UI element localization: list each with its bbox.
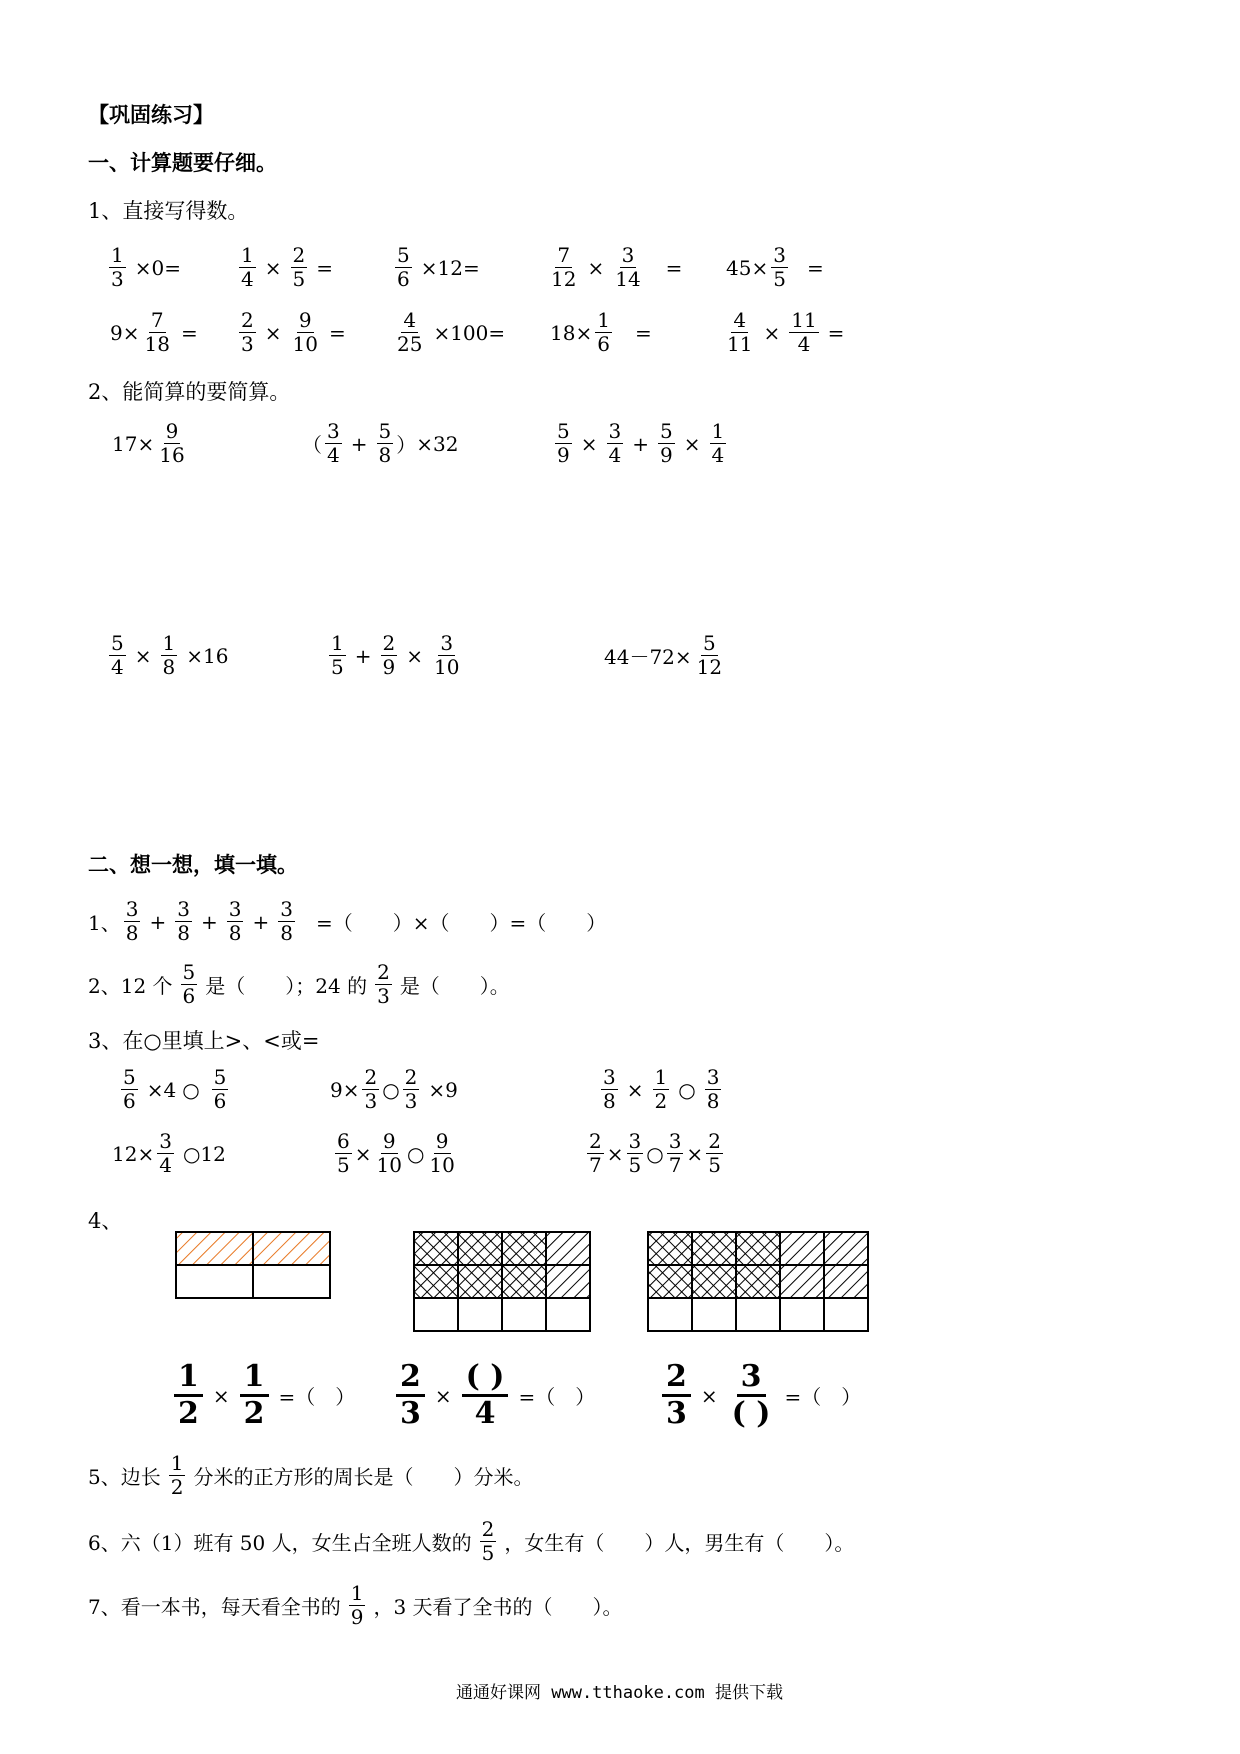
q1-r1-e: 45× $\frac{3}{5}$ = — [726, 243, 824, 291]
diagram-two-thirds — [414, 1232, 590, 1331]
q2-b: （ $\frac{3}{4}$ + $\frac{5}{8}$ ） ×32 — [302, 419, 459, 467]
q2-d: $\frac{5}{4}$ × $\frac{1}{8}$ ×16 — [111, 631, 229, 679]
q1-r2-d: 18× $\frac{1}{6}$ = — [550, 308, 652, 356]
s2-q3-b: 9× $\frac{2}{3}$ ○ $\frac{2}{3}$ ×9 — [330, 1065, 458, 1113]
s2-q2: 2、12 个 $\frac{5}{6}$ 是（ ）；24 的 $\frac{2}{3}$ 是（ ）。 — [88, 960, 510, 1008]
diagram-three-fifths — [648, 1232, 868, 1331]
q2-f: 44－72× $\frac{5}{12}$ — [604, 631, 723, 679]
s2-q6: 6、六（1）班有 50 人，女生占全班人数的 $\frac{2}{5}$ ，女生有（ ）人，男生有（ ）。 — [88, 1517, 855, 1565]
footer: 通通好课网 www.tthaoke.com 提供下载 — [456, 1683, 783, 1703]
q1-r2-a: 9× $\frac{7}{18}$ = — [110, 308, 198, 356]
s2-q4-f1: $\frac{1}{2}$ × $\frac{1}{2}$ =（ ） — [170, 1360, 361, 1431]
diagram-half-of-half — [176, 1232, 330, 1298]
q2-e: $\frac{1}{5}$ + $\frac{2}{9}$ × $\frac{3}{10}$ — [331, 631, 460, 679]
s2-q3-f: $\frac{2}{7}$ × $\frac{3}{5}$ ○ $\frac{3}{7}$ × $\frac{2}{5}$ — [589, 1129, 721, 1177]
q1-label: 1、直接写得数。 — [88, 199, 249, 223]
s2-q3-label: 3、在○里填上>、<或= — [88, 1029, 320, 1053]
q1-r2-b: $\frac{2}{3}$ × $\frac{9}{10}$ = — [241, 308, 346, 356]
section-1-title: 一、计算题要仔细。 — [88, 150, 277, 175]
s2-q5: 5、边长 $\frac{1}{2}$ 分米的正方形的周长是（ ）分米。 — [88, 1451, 534, 1499]
q1-r2-c: $\frac{4}{25}$ ×100= — [397, 308, 506, 356]
s2-q4-f3: $\frac{2}{3}$ × 3 ( ) =（ ） — [658, 1360, 867, 1431]
s2-q4-label: 4、 — [88, 1209, 123, 1233]
q1-r1-d: $\frac{7}{12}$ × $\frac{3}{14}$ = — [551, 243, 683, 291]
s2-q4-f2: $\frac{2}{3}$ × ( ) 4 =（ ） — [392, 1360, 601, 1431]
s2-q3-a: $\frac{5}{6}$ ×4 ○ $\frac{5}{6}$ — [123, 1065, 227, 1113]
q2-a: 17× $\frac{9}{16}$ — [112, 419, 185, 467]
section-2-title: 二、想一想，填一填。 — [88, 852, 298, 877]
q2-label: 2、能简算的要简算。 — [88, 380, 291, 404]
s2-q7: 7、看一本书，每天看全书的 $\frac{1}{9}$ ，3 天看了全书的（ ）。 — [88, 1581, 623, 1629]
q1-r2-e: $\frac{4}{11}$ × $\frac{11}{4}$ = — [727, 308, 845, 356]
q2-c: $\frac{5}{9}$ × $\frac{3}{4}$ + $\frac{5}{9}$ × $\frac{1}{4}$ — [557, 419, 725, 467]
s2-q3-d: 12× $\frac{3}{4}$ ○ 12 — [112, 1129, 226, 1177]
s2-q3-c: $\frac{3}{8}$ × $\frac{1}{2}$ ○ $\frac{3}{8}$ — [603, 1065, 720, 1113]
page-title: 【巩固练习】 — [88, 102, 214, 127]
q1-r1-c: $\frac{5}{6}$ ×12= — [397, 243, 480, 291]
q1-r1-b: $\frac{1}{4}$ × $\frac{2}{5}$ = — [241, 243, 333, 291]
q1-r1-a: $\frac{1}{3}$ ×0= — [111, 243, 181, 291]
s2-q1: 1、 $\frac{3}{8}$ + $\frac{3}{8}$ + $\frac{3}{8}$ + $\frac{3}{8}$ =（ ）×（ ）=（ ） — [88, 897, 607, 945]
s2-q3-e: $\frac{6}{5}$ × $\frac{9}{10}$ ○ $\frac{9}{10}$ — [337, 1129, 455, 1177]
